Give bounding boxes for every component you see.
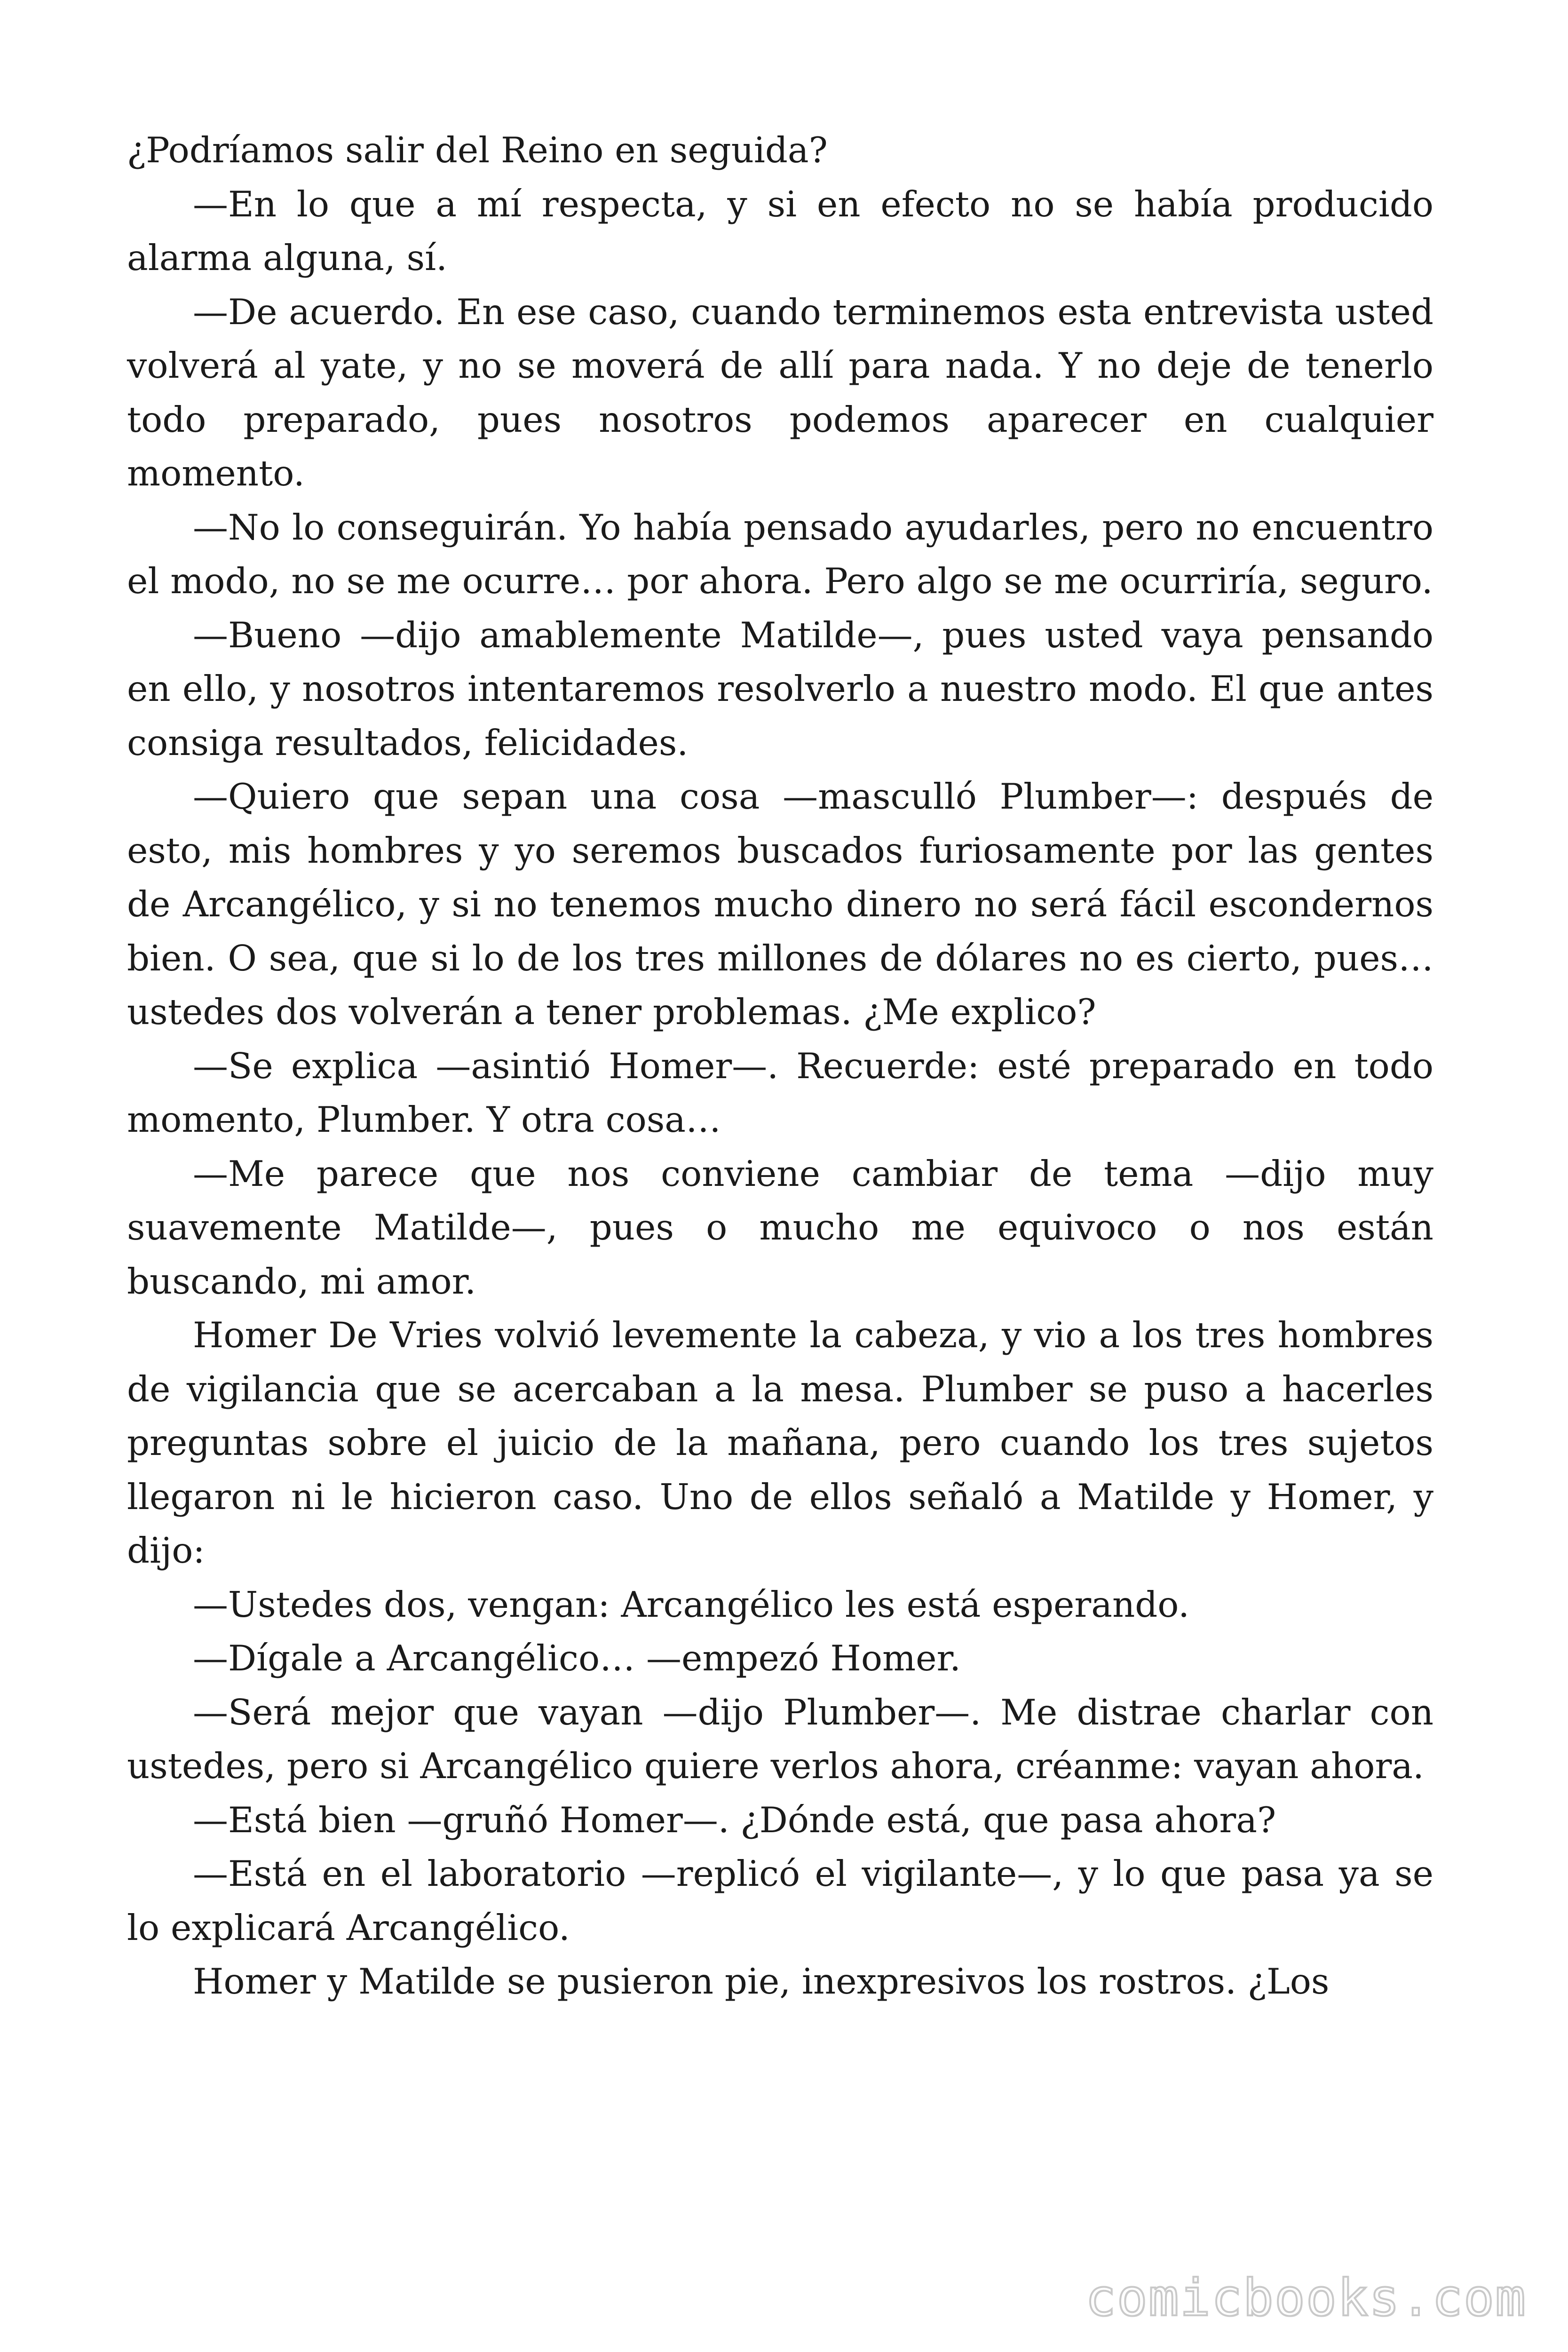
watermark-text: comicbooks.com bbox=[1085, 2269, 1527, 2328]
paragraph-12: —Será mejor que vayan —dijo Plumber—. Me distrae charlar con ustedes, pero si Arcangélico quiere verlos ahora, créanme: vayan ahora. bbox=[127, 1691, 1433, 1787]
paragraph-6: —Quiero que sepan una cosa —masculló Plumber—: después de esto, mis hombres y yo seremos buscados furiosamente por las gentes de Arcangélico, y si no tenemos mucho dinero no será fácil escondernos bien. O sea, que si lo de los tres millones de dólares no es cierto, pues… ustedes dos volverán a tener problemas. ¿Me explico? bbox=[127, 776, 1433, 1033]
body-text bbox=[127, 123, 1433, 2009]
paragraph-5: —Bueno —dijo amablemente Matilde—, pues usted vaya pensando en ello, y nosotros intentaremos resolverlo a nuestro modo. El que antes consiga resultados, felicidades. bbox=[127, 614, 1433, 763]
paragraph-10: —Ustedes dos, vengan: Arcangélico les está esperando. bbox=[193, 1583, 1189, 1625]
paragraph-4: —No lo conseguirán. Yo había pensado ayudarles, pero no encuentro el modo, no se me ocurre… por ahora. Pero algo se me ocurriría, seguro. bbox=[127, 506, 1433, 602]
paragraph-14: —Está en el laboratorio —replicó el vigilante—, y lo que pasa ya se lo explicará Arcangélico. bbox=[127, 1853, 1433, 1948]
paragraph-11: —Dígale a Arcangélico… —empezó Homer. bbox=[193, 1637, 961, 1679]
paragraph-1: ¿Podríamos salir del Reino en seguida? bbox=[127, 129, 828, 171]
paragraph-7: —Se explica —asintió Homer—. Recuerde: esté preparado en todo momento, Plumber. Y otra cosa… bbox=[127, 1045, 1433, 1140]
paragraph-9: Homer De Vries volvió levemente la cabeza, y vio a los tres hombres de vigilancia que se acercaban a la mesa. Plumber se puso a hacerles preguntas sobre el juicio de la mañana, pero cuando los tres sujetos llegaron ni le hicieron caso. Uno de ellos señaló a Matilde y Homer, y dijo: bbox=[127, 1314, 1433, 1571]
paragraph-15: Homer y Matilde se pusieron pie, inexpresivos los rostros. ¿Los bbox=[193, 1961, 1330, 2002]
paragraph-13: —Está bien —gruñó Homer—. ¿Dónde está, que pasa ahora? bbox=[193, 1799, 1276, 1841]
paragraph-8: —Me parece que nos conviene cambiar de tema —dijo muy suavemente Matilde—, pues o mucho me equivoco o nos están buscando, mi amor. bbox=[127, 1152, 1433, 1302]
paragraph-2: —En lo que a mí respecta, y si en efecto no se había producido alarma alguna, sí. bbox=[127, 183, 1433, 278]
paragraph-3: —De acuerdo. En ese caso, cuando terminemos esta entrevista usted volverá al yate, y no se moverá de allí para nada. Y no deje de tenerlo todo preparado, pues nosotros podemos aparecer en cualquier momento. bbox=[127, 291, 1433, 494]
